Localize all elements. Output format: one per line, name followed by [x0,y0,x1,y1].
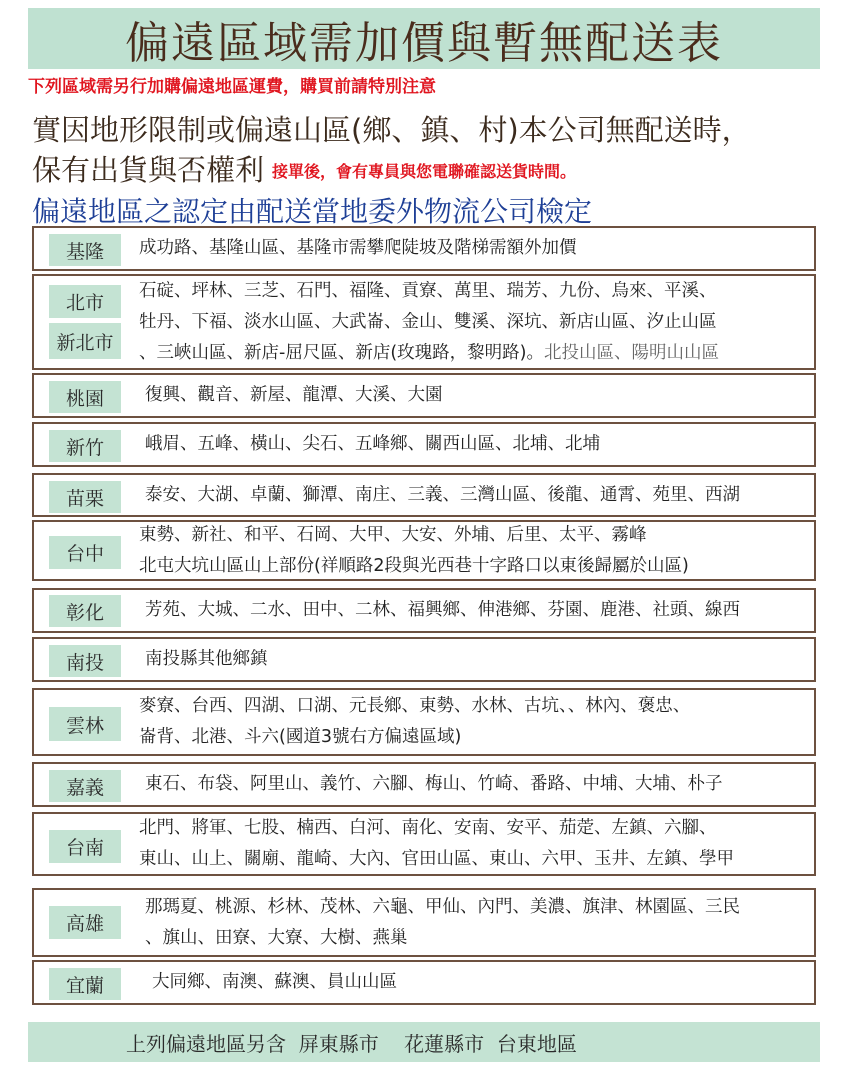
region-label: 苗栗 [49,481,121,513]
notice-red: 下列區域需另行加購偏遠地區運費，購買前請特別注意 [28,77,436,97]
area-line [145,429,808,460]
region-row [32,373,816,418]
area-text: 大同鄉、南澳、蘇澳、員山山區 [152,972,397,992]
page-title: 偏遠區域需加價與暫無配送表 [28,8,820,69]
area-line [145,480,808,511]
area-text: 北門、將軍、七股、楠西、白河、南化、安南、安平、茄萣、左鎮、六腳、 [139,818,717,838]
area-text: 石碇、坪林、三芝、石門、福隆、貢寮、萬里、瑞芳、九份、烏來、平溪、 [139,280,717,301]
region-areas [139,639,808,680]
region-label: 嘉義 [49,770,121,802]
area-line [145,595,808,626]
region-areas [139,690,808,754]
region-areas [139,475,808,515]
footer-note: 上列偏遠地區另含 屏東縣市 花蓮縣市 台東地區 [28,1022,820,1062]
region-row [32,520,816,581]
region-label: 台南 [49,830,121,863]
region-areas [139,764,808,805]
area-text: 峨眉、五峰、橫山、尖石、五峰鄉、關西山區、北埔、北埔 [145,434,600,454]
area-text: 牡丹、下福、淡水山區、大武崙、金山、雙溪、深坑、新店山區、汐止山區 [139,311,717,332]
area-text: 崙背、北港、斗六(國道3號右方偏遠區域) [139,727,462,747]
area-line [139,233,808,264]
area-line [139,338,808,369]
region-label: 高雄 [49,906,121,939]
region-row [32,422,816,467]
region-label: 彰化 [49,595,121,627]
region-row [32,588,816,633]
area-text: 、旗山、田寮、大寮、大樹、燕巢 [145,927,408,948]
region-label: 桃園 [49,381,121,413]
area-text: 東山、山上、關廟、龍崎、大內、官田山區、東山、六甲、玉井、左鎮、學甲 [139,849,734,869]
region-label: 台中 [49,536,121,569]
area-line [139,551,808,582]
area-text: 泰安、大湖、卓蘭、獅潭、南庄、三義、三灣山區、後龍、通霄、苑里、西湖 [145,484,740,505]
area-line [139,813,808,844]
region-row [32,473,816,517]
area-text: 復興、觀音、新屋、龍潭、大溪、大園 [145,385,443,405]
statement-line-2 [32,148,576,189]
region-areas [139,590,808,631]
area-line [145,644,808,675]
area-line [139,691,808,722]
area-line [152,967,808,998]
region-row [32,637,816,682]
region-row [32,688,816,756]
area-line [139,722,808,753]
statement-line-1: 實因地形限制或偏遠山區(鄉、鎮、村)本公司無配送時， [32,113,751,147]
area-text: 南投縣其他鄉鎮 [145,649,268,669]
area-line [139,520,808,551]
area-text: 東石、布袋、阿里山、義竹、六腳、梅山、竹崎、番路、中埔、大埔、朴子 [145,774,723,794]
area-line [139,276,808,307]
region-areas [139,962,808,1003]
region-row [32,812,816,876]
area-line [145,923,808,954]
area-line [139,844,808,875]
statement-blue: 偏遠地區之認定由配送當地委外物流公司檢定 [32,195,593,228]
region-areas [139,375,808,416]
region-label: 新北市 [49,323,121,359]
region-label: 北市 [49,285,121,318]
region-label: 宜蘭 [49,968,121,1000]
region-row [32,888,816,957]
area-text: 成功路、基隆山區、基隆市需攀爬陡坡及階梯需額外加價 [139,238,577,258]
region-areas [139,276,808,368]
area-text: 、三峽山區、新店-屈尺區、新店(玫瑰路，黎明路)。 [139,342,544,363]
area-text: 東勢、新社、和平、石岡、大甲、大安、外埔、后里、太平、霧峰 [139,524,647,545]
region-areas [139,228,808,269]
area-text: 麥寮、台西、四湖、口湖、元長鄉、東勢、水林、古坑、、林內、褒忠、 [139,696,691,716]
region-label: 南投 [49,645,121,677]
region-areas [139,890,808,955]
area-line [139,307,808,338]
area-text: 北屯大坑山區山上部份(祥順路2段與光西巷十字路口以東後歸屬於山區) [139,555,689,576]
region-areas [139,522,808,579]
area-line [145,380,808,411]
region-label: 新竹 [49,430,121,462]
region-row [32,226,816,271]
area-text: 芳苑、大城、二水、田中、二林、福興鄉、伸港鄉、芬園、鹿港、社頭、線西 [145,600,740,620]
area-text-gray: 北投山區、陽明山山區 [543,342,719,363]
statement-line-2-text: 保有出貨與否權利 [32,153,265,187]
region-label: 雲林 [49,707,121,741]
region-row [32,960,816,1005]
statement-red: 接單後，會有專員與您電聯確認送貨時間。 [272,162,577,181]
region-row [32,762,816,807]
area-line [145,892,808,923]
region-label: 基隆 [49,234,121,266]
region-areas [139,814,808,874]
region-row [32,274,816,370]
area-line [145,769,808,800]
region-areas [139,424,808,465]
area-text: 那瑪夏、桃源、杉林、茂林、六龜、甲仙、內門、美濃、旗津、林園區、三民 [145,896,740,917]
